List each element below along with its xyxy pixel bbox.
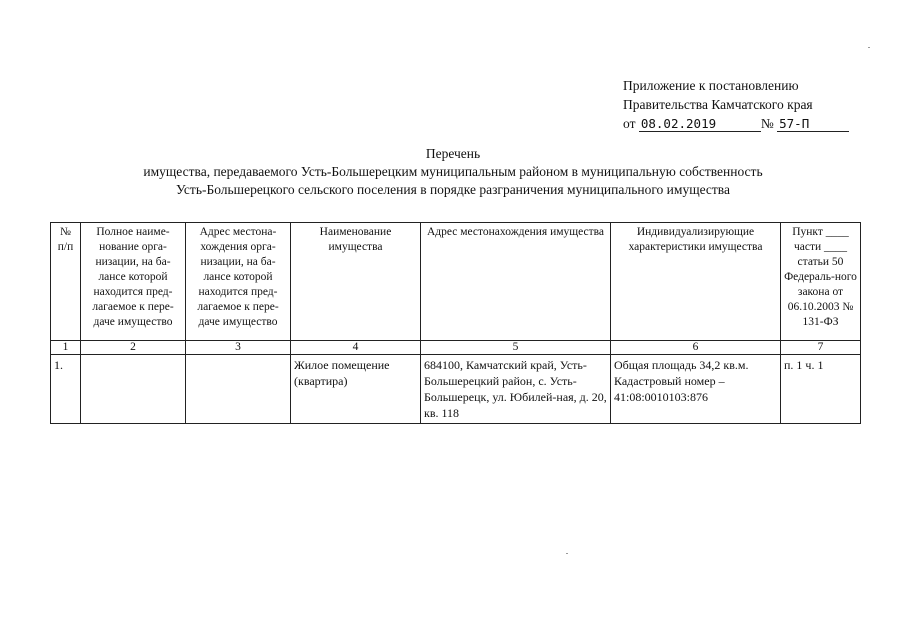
header-org-address: Адрес местона-хождения орга-низации, на ба-лансе которой находится пред-лагаемое к пере-даче имущество xyxy=(186,223,291,341)
title-line-1: Перечень xyxy=(425,146,481,161)
cell-characteristics: Общая площадь 34,2 кв.м. Кадастровый номер – 41:08:0010103:876 xyxy=(611,355,781,424)
annex-date: 08.02.2019 xyxy=(639,116,761,132)
cell-num: 1. xyxy=(51,355,81,424)
column-number-row xyxy=(51,341,861,355)
annex-number: 57-П xyxy=(777,116,849,132)
header-property-name: Наименование имущества xyxy=(291,223,421,341)
header-property-address: Адрес местонахождения имущества xyxy=(421,223,611,341)
cell-org-name xyxy=(81,355,186,424)
annex-number-label: № xyxy=(760,116,774,131)
column-number: 2 xyxy=(81,341,186,355)
header-law-clause: Пункт ____ части ____ статьи 50 Федераль-ного закона от 06.10.2003 № 131-ФЗ xyxy=(781,223,861,341)
cell-property-name: Жилое помещение (квартира) xyxy=(291,355,421,424)
column-number: 1 xyxy=(51,341,81,355)
document-title xyxy=(80,145,826,199)
column-number: 6 xyxy=(611,341,781,355)
header-num: № п/п xyxy=(51,223,81,341)
title-line-3: Усть-Большерецкого сельского поселения в порядке разграничения муниципального имущества xyxy=(175,182,730,197)
cell-property-address: 684100, Камчатский край, Усть-Большерецкий район, с. Усть-Большерецк, ул. Юбилей-ная, д. 20, кв. 118 xyxy=(421,355,611,424)
column-number: 7 xyxy=(781,341,861,355)
property-table xyxy=(50,222,861,424)
column-number: 3 xyxy=(186,341,291,355)
scan-speck xyxy=(566,553,568,554)
header-characteristics: Индивидуализирующие характеристики имущества xyxy=(611,223,781,341)
title-line-2: имущества, передаваемого Усть-Большерецким муниципальным районом в муниципальную собственность xyxy=(143,164,763,179)
annex-line-1: Приложение к постановлению xyxy=(623,78,799,93)
cell-law-clause: п. 1 ч. 1 xyxy=(781,355,861,424)
table-row xyxy=(51,355,861,424)
cell-org-address xyxy=(186,355,291,424)
annex-line-2: Правительства Камчатского края xyxy=(623,97,813,112)
annex-block xyxy=(623,76,863,133)
header-org-name: Полное наиме-нование орга-низации, на ба-лансе которой находится пред-лагаемое к пере-даче имущество xyxy=(81,223,186,341)
scan-speck xyxy=(868,47,870,48)
column-number: 5 xyxy=(421,341,611,355)
annex-from-label: от xyxy=(623,116,636,131)
annex-date-line xyxy=(623,114,863,133)
column-number: 4 xyxy=(291,341,421,355)
